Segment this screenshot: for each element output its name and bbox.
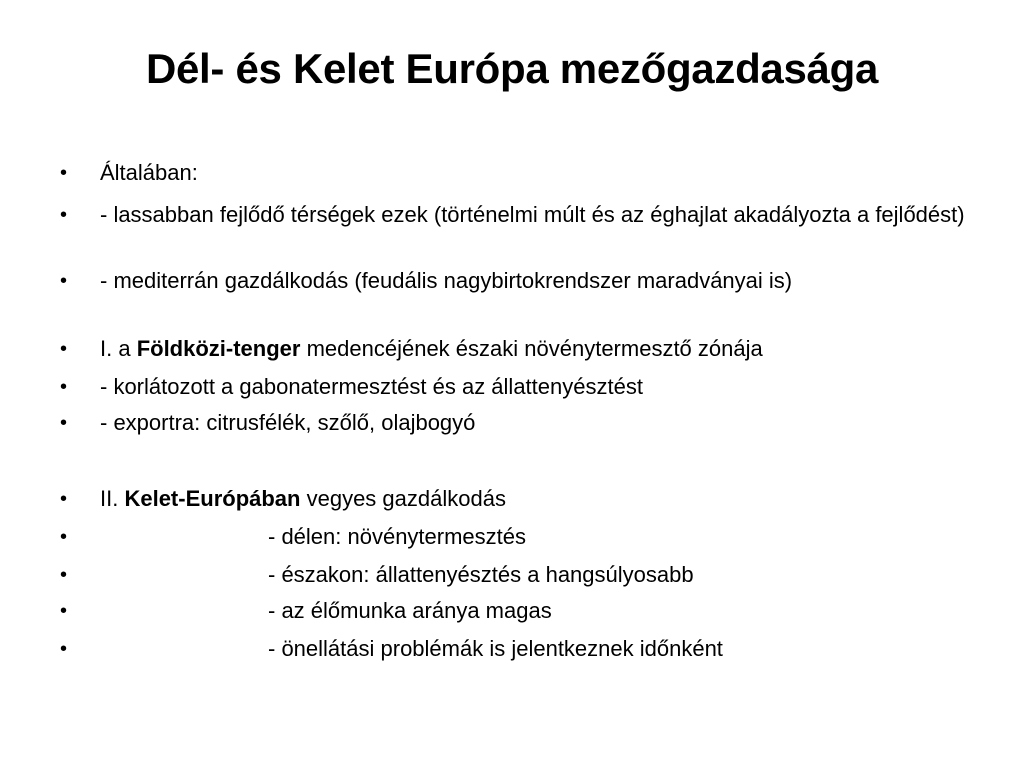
bullet-text: - korlátozott a gabonatermesztést és az állattenyésztést: [100, 374, 643, 399]
bullet-prefix: I. a: [100, 336, 137, 361]
bullet-bold: Földközi-tenger: [136, 336, 301, 361]
bullet-item: [60, 484, 980, 514]
bullet-bold: Kelet-Európában: [124, 486, 301, 511]
bullet-icon: •: [60, 162, 68, 184]
bullet-icon: •: [60, 270, 68, 292]
bullet-suffix: medencéjének északi növénytermesztő zónája: [300, 336, 763, 361]
bullet-text: Általában:: [100, 160, 198, 185]
bullet-icon: •: [60, 526, 68, 548]
bullet-icon: •: [60, 412, 68, 434]
bullet-item: [60, 334, 980, 364]
bullet-item: [60, 158, 980, 188]
bullet-text: - északon: állattenyésztés a hangsúlyosabb: [268, 562, 694, 587]
bullet-text: - lassabban fejlődő térségek ezek (történelmi múlt és az éghajlat akadályozta a fejlődést): [100, 202, 965, 227]
bullet-icon: •: [60, 564, 68, 586]
bullet-item: [60, 596, 980, 626]
bullet-text: [100, 484, 980, 514]
bullet-icon: •: [60, 488, 68, 510]
bullet-icon: •: [60, 338, 68, 360]
bullet-icon: •: [60, 600, 68, 622]
bullet-item: [60, 266, 980, 296]
bullet-text: - délen: növénytermesztés: [268, 524, 527, 549]
bullet-icon: •: [60, 638, 68, 660]
bullet-item: [60, 522, 980, 552]
bullet-item: [60, 560, 980, 590]
bullet-text: - mediterrán gazdálkodás (feudális nagybirtokrendszer maradványai is): [100, 268, 793, 293]
bullet-text: [100, 334, 980, 364]
bullet-icon: •: [60, 204, 68, 226]
slide-title: Dél- és Kelet Európa mezőgazdasága: [145, 45, 879, 92]
bullet-text: - az élőmunka aránya magas: [268, 598, 552, 623]
bullet-text: - exportra: citrusfélék, szőlő, olajbogyó: [100, 410, 476, 435]
bullet-prefix: II.: [100, 486, 125, 511]
bullet-text: - önellátási problémák is jelentkeznek időnként: [268, 636, 723, 661]
bullet-suffix: vegyes gazdálkodás: [300, 486, 506, 511]
bullet-item: [60, 200, 980, 230]
bullet-item: [60, 372, 980, 402]
bullet-icon: •: [60, 376, 68, 398]
bullet-item: [60, 634, 980, 664]
bullet-item: [60, 408, 980, 438]
